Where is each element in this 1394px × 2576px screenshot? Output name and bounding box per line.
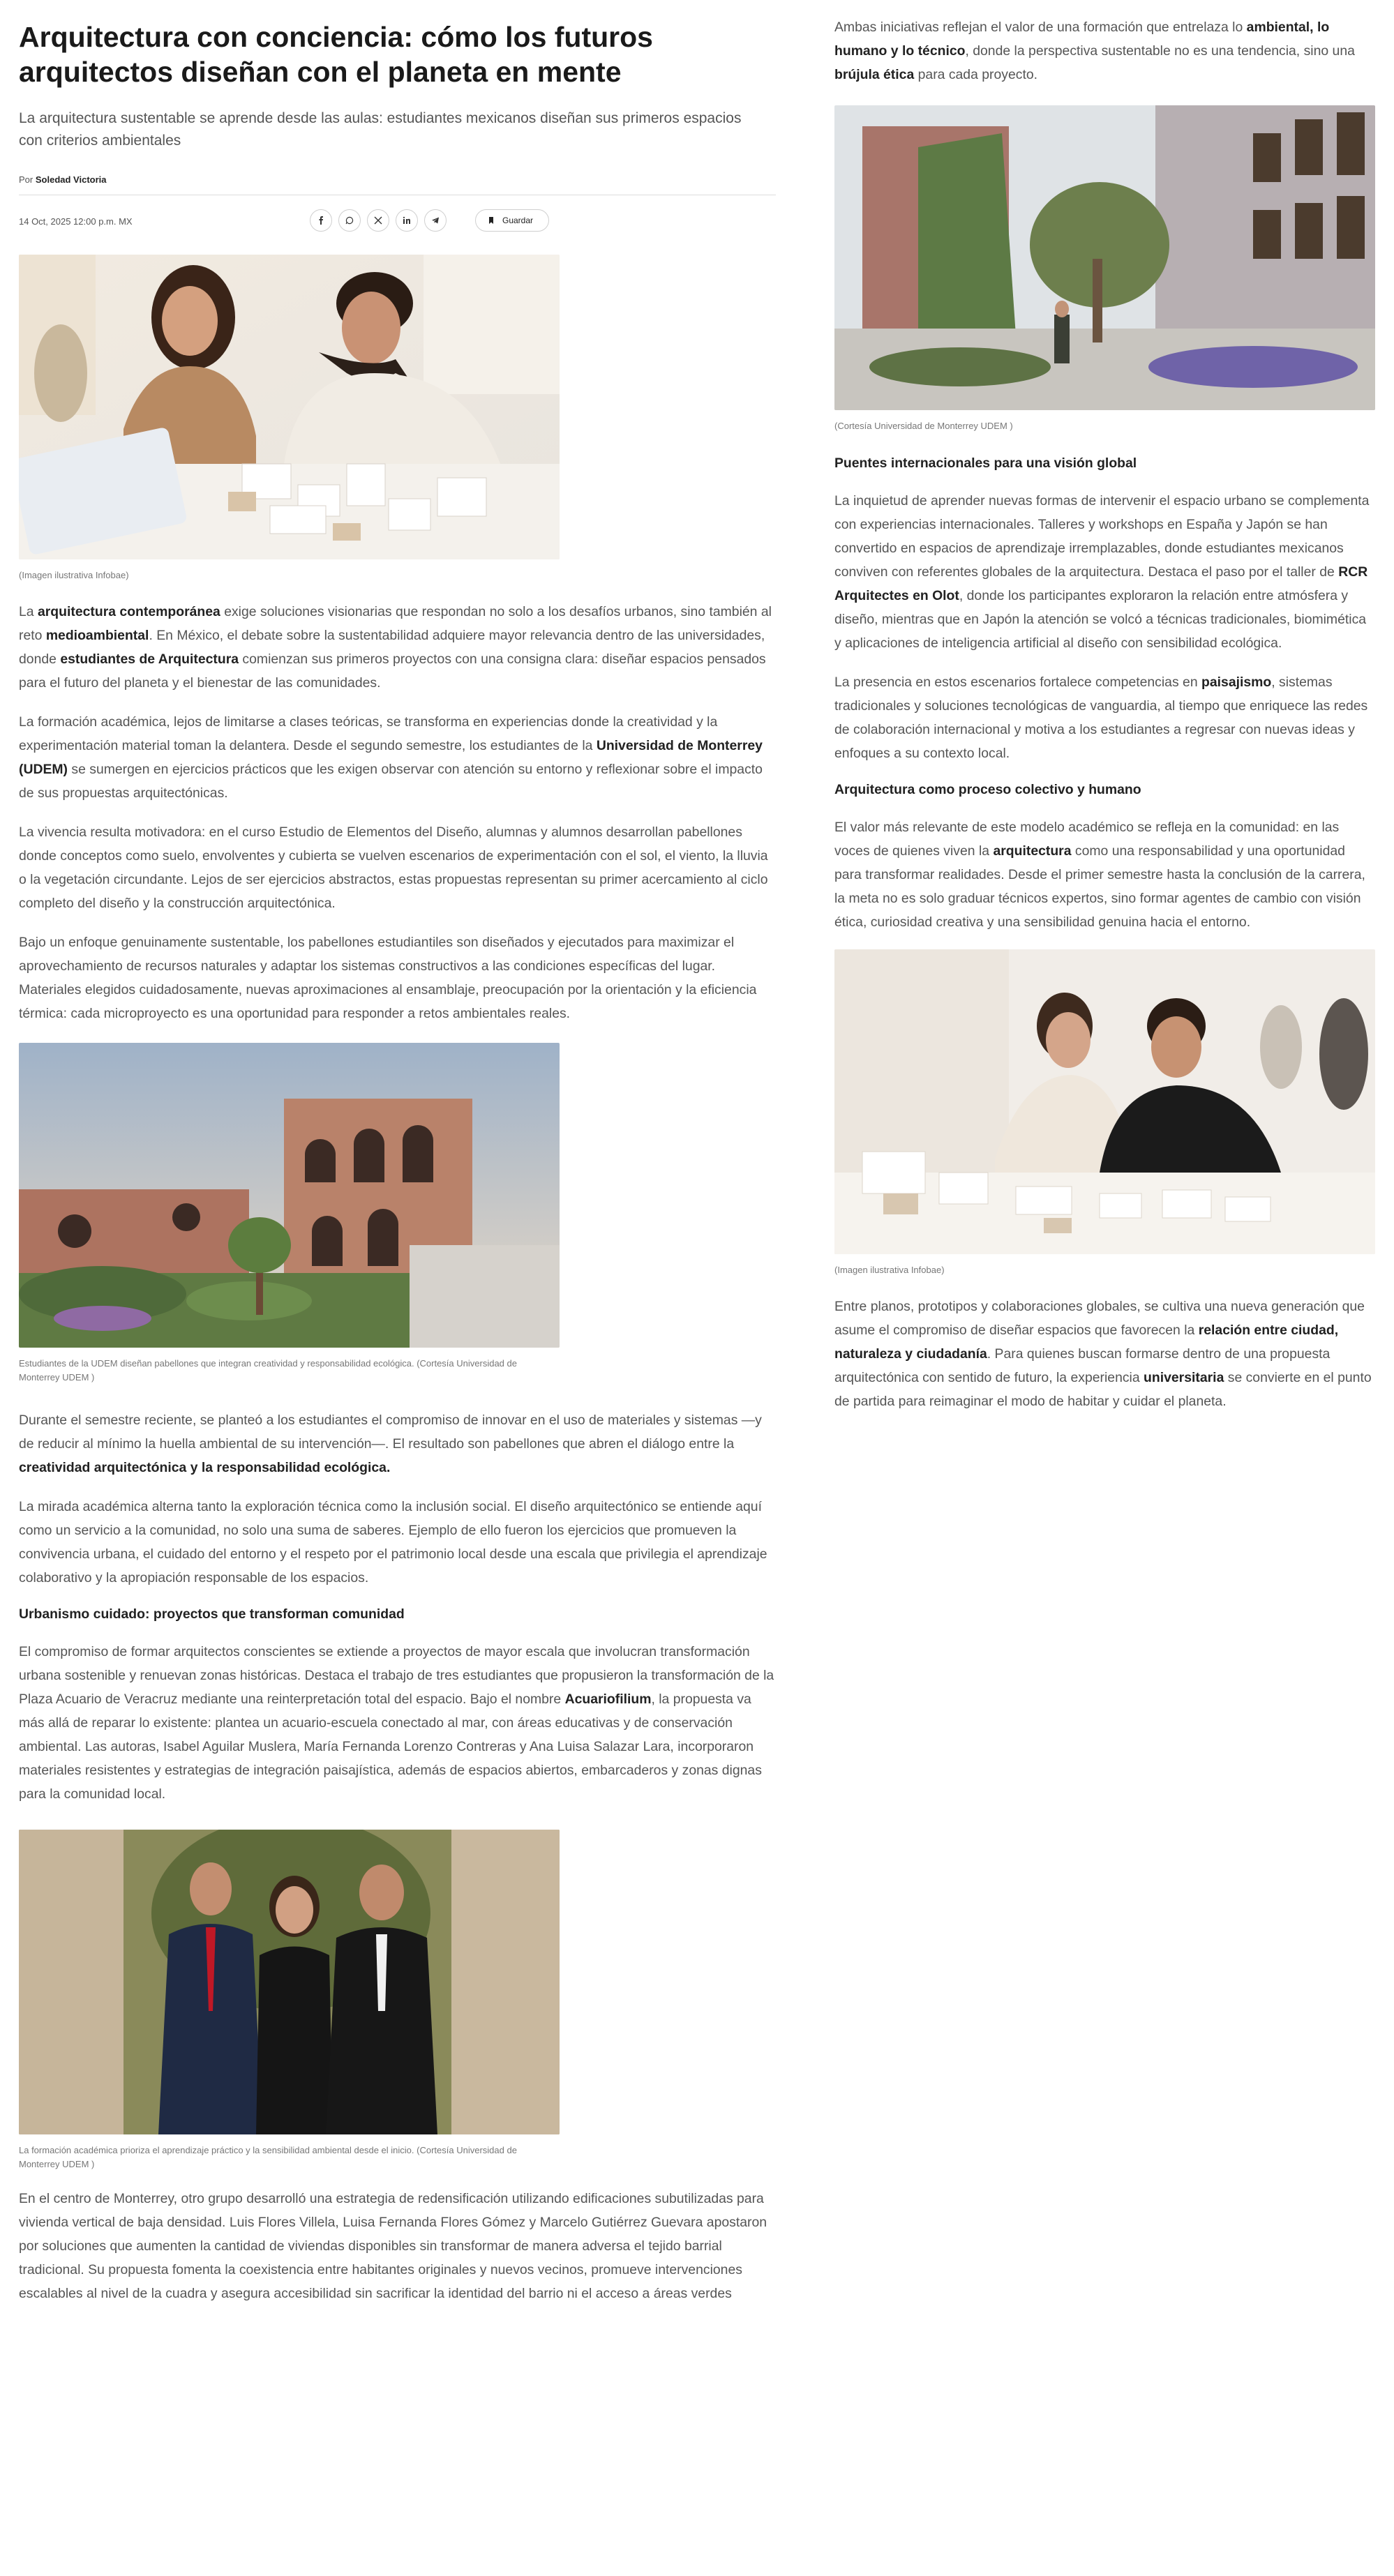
image-courtyard: [834, 105, 1375, 410]
image-caption: (Cortesía Universidad de Monterrey UDEM ): [834, 421, 1013, 431]
image-three-students: [19, 1830, 560, 2134]
main-article-column: [19, 0, 776, 2305]
image-caption: (Imagen ilustrativa Infobae): [834, 1265, 945, 1275]
whatsapp-icon[interactable]: [338, 209, 361, 232]
image-caption: La formación académica prioriza el aprendizaje práctico y la sensibilidad ambiental desde el inicio. (Cortesía Universidad de Monterrey UDEM ): [19, 2145, 517, 2169]
paragraph: La vivencia resulta motivadora: en el curso Estudio de Elementos del Diseño, alumnas y alumnos desarrollan pabellones donde conceptos como suelo, envolventes y cubierta se vuelven escenarios de experimentación con el sol, el viento, la lluvia o la vegetación circundante. Lejos de ser ejercicios abstractos, estas propuestas representan su primer acercamiento al ciclo completo del diseño y la construcción arquitectónica.: [19, 824, 768, 911]
facebook-icon[interactable]: [310, 209, 332, 232]
paragraph: Durante el semestre reciente, se planteó a los estudiantes el compromiso de innovar en el uso de materiales y sistemas —y de reducir al mínimo la huella ambiental de su intervención—. El resultado son pabellones que abren el diálogo entre la creatividad arquitectónica y la responsabilidad ecológica.: [19, 1413, 762, 1475]
paragraph: La arquitectura contemporánea exige soluciones visionarias que respondan no solo a los desafíos urbanos, sino también al reto medioambiental. En México, el debate sobre la sustentabilidad adquiere mayor relevancia dentro de las universidades, donde estudiantes de Arquitectura comienzan sus primeros proyectos con una consigna clara: diseñar espacios pensados para el futuro del planeta y el bienestar de las comunidades.: [19, 604, 772, 691]
paragraph: Ambas iniciativas reflejan el valor de una formación que entrelaza lo ambiental, lo humano y lo técnico, donde la perspectiva sustentable no es una tendencia, sino una brújula ética para cada proyecto.: [834, 20, 1355, 82]
x-icon[interactable]: [367, 209, 389, 232]
image-students-laughing: [834, 949, 1375, 1254]
article-continuation-column: [834, 0, 1375, 1413]
image-caption: (Imagen ilustrativa Infobae): [19, 570, 129, 580]
image-students-model: [19, 255, 560, 559]
paragraph: Entre planos, prototipos y colaboraciones globales, se cultiva una nueva generación que asume el compromiso de diseñar espacios que favorecen la relación entre ciudad, naturaleza y ciudadanía. Para quienes buscan formarse dentro de una propuesta arquitectónica con sentido de futuro, la experiencia universitaria se convierte en el punto de partida para reimaginar el modo de habitar y cuidar el planeta.: [834, 1299, 1372, 1409]
paragraph: En el centro de Monterrey, otro grupo desarrolló una estrategia de redensificación utilizando edificaciones subutilizadas para vivienda vertical de baja densidad. Luis Flores Villela, Luisa Fernanda Flores Gómez y Marcelo Gutiérrez Guevara apostaron por soluciones que aumenten la cantidad de viviendas disponibles sin transformar de manera adversa el tejido barrial tradicional. Su propuesta fomenta la coexistencia entre habitantes originales y nuevos vecinos, promueve intervenciones escalables al nivel de la cuadra y asegura accesibilidad sin sacrificar la identidad del barrio ni el acceso a áreas verdes: [19, 2191, 767, 2301]
paragraph: La inquietud de aprender nuevas formas de intervenir el espacio urbano se complementa con experiencias internacionales. Talleres y workshops en España y Japón se han convertido en espacios de aprendizaje irremplazables, donde estudiantes mexicanos conviven con referentes globales de la arquitectura. Destaca el paso por el taller de RCR Arquitectes en Olot, donde los participantes exploraron la relación entre atmósfera y diseño, mientras que en Japón la atención se volcó a técnicas tradicionales, biomimética y aplicaciones de inteligencia artificial al diseño con sensibilidad ecológica.: [834, 493, 1370, 651]
linkedin-icon[interactable]: [396, 209, 418, 232]
telegram-icon[interactable]: [424, 209, 447, 232]
image-caption: Estudiantes de la UDEM diseñan pabellones que integran creatividad y responsabilidad ecológica. (Cortesía Universidad de Monterrey UDEM ): [19, 1358, 517, 1383]
save-label: Guardar: [502, 216, 534, 225]
author-link[interactable]: Soledad Victoria: [35, 174, 107, 185]
byline: [19, 174, 776, 185]
meta-row: [19, 195, 776, 237]
publish-date: 14 Oct, 2025 12:00 p.m. MX: [19, 216, 133, 227]
save-button[interactable]: [475, 209, 549, 232]
section-heading: Urbanismo cuidado: proyectos que transforman comunidad: [19, 1606, 405, 1622]
paragraph: La formación académica, lejos de limitarse a clases teóricas, se transforma en experiencias donde la creatividad y la experimentación material toman la delantera. Desde el segundo semestre, los estudiantes de la Universidad de Monterrey (UDEM) se sumergen en ejercicios prácticos que les exigen observar con atención su entorno y reflexionar sobre el impacto de sus propuestas arquitectónicas.: [19, 714, 763, 801]
image-pavilion: [19, 1043, 560, 1348]
paragraph: Bajo un enfoque genuinamente sustentable, los pabellones estudiantiles son diseñados y ejecutados para maximizar el aprovechamiento de recursos naturales y adaptar los sistemas constructivos a las condiciones específicas del lugar. Materiales elegidos cuidadosamente, nuevas aproximaciones al ensamblaje, preocupación por la orientación y la eficiencia térmica: cada microproyecto es una oportunidad para responder a retos ambientales reales.: [19, 935, 757, 1021]
paragraph: La presencia en estos escenarios fortalece competencias en paisajismo, sistemas tradicionales y soluciones tecnológicas de vanguardia, al tiempo que enriquece las redes de colaboración internacional y motiva a los estudiantes a regresar con nuevas ideas y enfoques a su contexto local.: [834, 675, 1368, 761]
article-subtitle: La arquitectura sustentable se aprende desde las aulas: estudiantes mexicanos diseñan sus primeros espacios con criterios ambientales: [19, 110, 742, 149]
section-heading: Puentes internacionales para una visión global: [834, 455, 1137, 471]
section-heading: Arquitectura como proceso colectivo y humano: [834, 782, 1141, 797]
bookmark-icon: [487, 216, 495, 225]
paragraph: La mirada académica alterna tanto la exploración técnica como la inclusión social. El diseño arquitectónico se entiende aquí como un servicio a la comunidad, no solo una suma de saberes. Ejemplo de ello fueron los ejercicios que promueven la convivencia urbana, el cuidado del entorno y el respeto por el patrimonio local desde una escala que privilegia el aprendizaje colaborativo y la apropiación responsable de los espacios.: [19, 1499, 767, 1585]
paragraph: El valor más relevante de este modelo académico se refleja en la comunidad: en las voces de quienes viven la arquitectura como una responsabilidad y una oportunidad para transformar realidades. Desde el primer semestre hasta la conclusión de la carrera, la meta no es solo graduar técnicos expertos, sino formar agentes de cambio con visión ética, curiosidad creativa y una sensibilidad genuina hacia el entorno.: [834, 820, 1365, 930]
article-title: Arquitectura con conciencia: cómo los futuros arquitectos diseñan con el planeta en mente: [19, 21, 653, 88]
byline-prefix: Por: [19, 174, 33, 185]
paragraph: El compromiso de formar arquitectos conscientes se extiende a proyectos de mayor escala que involucran transformación urbana sostenible y renuevan zonas históricas. Destaca el trabajo de tres estudiantes que propusieron la transformación de la Plaza Acuario de Veracruz mediante una reinterpretación total del espacio. Bajo el nombre Acuariofilium, la propuesta va más allá de reparar lo existente: plantea un acuario-escuela conectado al mar, con áreas educativas y de conservación ambiental. Las autoras, Isabel Aguilar Muslera, María Fernanda Lorenzo Contreras y Ana Luisa Salazar Lara, incorporaron materiales resistentes y estrategias de integración paisajística, además de espacios abiertos, embarcaderos y zonas dignas para la comunidad local.: [19, 1644, 774, 1802]
share-bar: [310, 209, 447, 232]
